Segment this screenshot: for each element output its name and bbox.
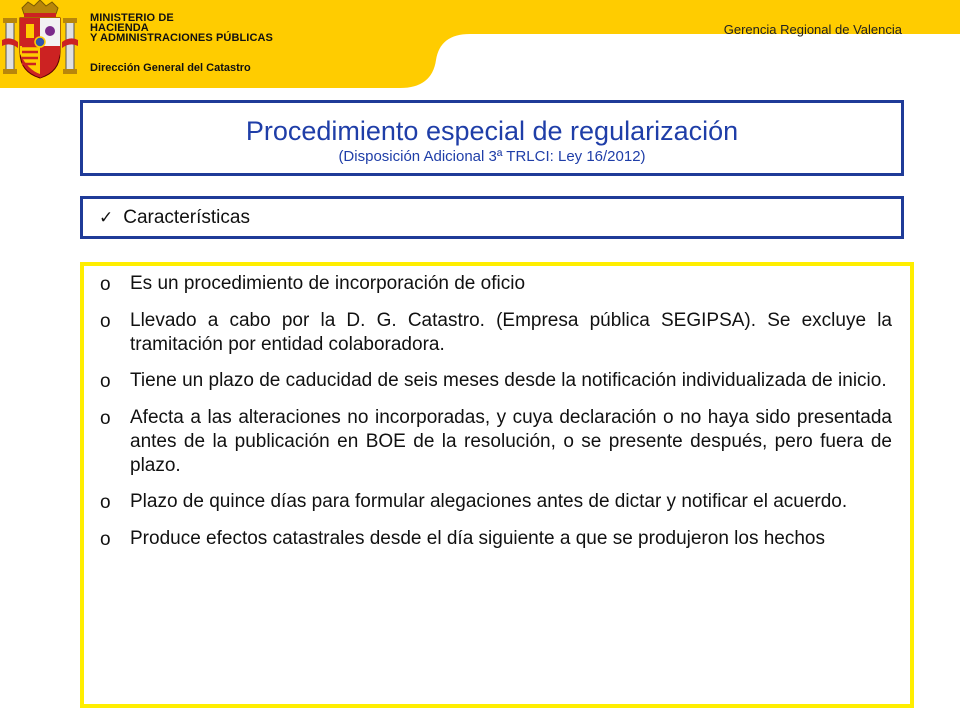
ministry-name: [90, 13, 273, 43]
list-item-text: Tiene un plazo de caducidad de seis meses desde la notificación individualizada de inicio.: [130, 370, 887, 391]
list-item-text: Produce efectos catastrales desde el día siguiente a que se produjeron los hechos: [130, 528, 826, 549]
section-header: [80, 196, 904, 239]
bullet-circle-icon: o: [100, 492, 111, 513]
bullet-circle-icon: o: [100, 311, 111, 332]
bullet-circle-icon: o: [100, 529, 111, 550]
section-label: Características: [123, 206, 250, 228]
list-item-text: Llevado a cabo por la D. G. Catastro. (Empresa pública SEGIPSA). Se excluye la tramitación por entidad colaboradora.: [130, 310, 892, 355]
list-item-text: Es un procedimiento de incorporación de oficio: [130, 273, 526, 294]
list-item: [100, 309, 892, 357]
list-item: [100, 272, 892, 297]
ministry-line: MINISTERIO DE: [90, 12, 174, 24]
list-item: [100, 527, 892, 552]
bullet-circle-icon: o: [100, 274, 111, 295]
list-item-text: Plazo de quince días para formular alegaciones antes de dictar y notificar el acuerdo.: [130, 491, 848, 512]
gerencia-regional: Gerencia Regional de Valencia: [723, 22, 902, 37]
list-item: [100, 369, 892, 394]
content-list: [80, 262, 914, 708]
list-item-text: Afecta a las alteraciones no incorporadas, y cuya declaración o no haya sido presentada antes de la publicación en BOE de la resolución, o se presente después, pero fuera de plazo.: [130, 407, 892, 476]
bullet-circle-icon: o: [100, 408, 111, 429]
page-title: Procedimiento especial de regularización: [245, 116, 739, 146]
list-item: [100, 490, 892, 515]
bullet-circle-icon: o: [100, 371, 111, 392]
ministry-line: Y ADMINISTRACIONES PÚBLICAS: [90, 32, 273, 44]
coat-of-arms-icon: [0, 0, 80, 80]
title-box: [80, 100, 904, 176]
direccion-general: Dirección General del Catastro: [90, 62, 251, 74]
page-subtitle: (Disposición Adicional 3ª TRLCI: Ley 16/2012): [338, 148, 646, 165]
ministry-line: HACIENDA: [90, 22, 149, 34]
list-item: [100, 406, 892, 478]
checkmark-icon: ✓: [99, 207, 114, 227]
